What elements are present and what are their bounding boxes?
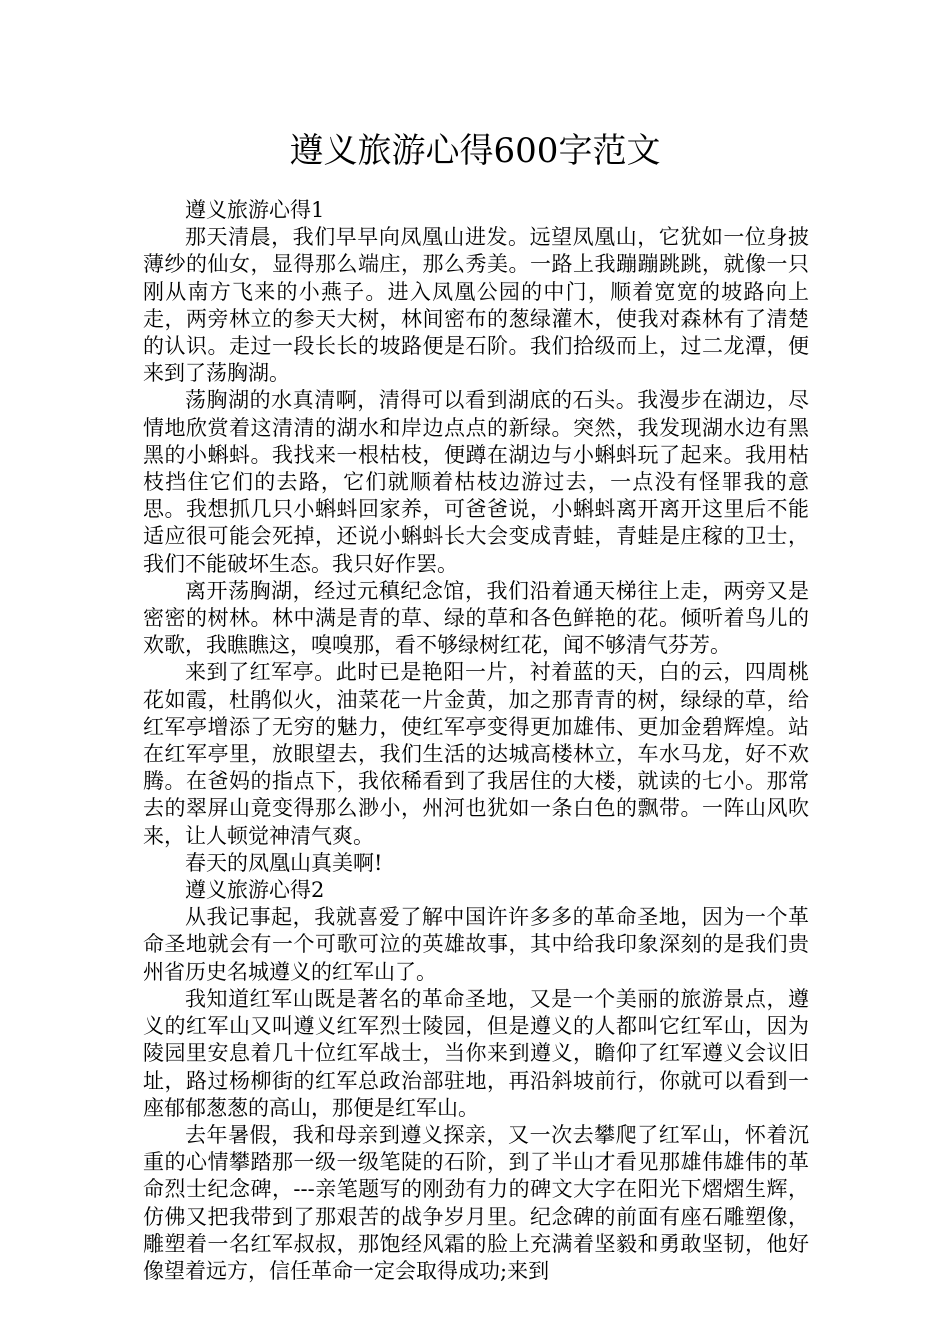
paragraph: 我知道红军山既是著名的革命圣地，又是一个美丽的旅游景点，遵义的红军山又叫遵义红军烈士陵园，但是遵义的人都叫它红军山，因为陵园里安息着几十位红军战士，当你来到遵义，瞻仰了红军遵义会议旧址，路过杨柳街的红军总政治部驻地，再沿斜坡前行，你就可以看到一座郁郁葱葱的高山，那便是红军山。 (143, 986, 809, 1120)
section-heading-2: 遵义旅游心得2 (185, 878, 325, 903)
document-body (143, 197, 809, 1285)
section-heading-1: 遵义旅游心得1 (185, 198, 325, 222)
document-title: 遵义旅游心得600字范文 (289, 131, 661, 171)
paragraph: 荡胸湖的水真清啊，清得可以看到湖底的石头。我漫步在湖边，尽情地欣赏着这清清的湖水和岸边点点的新绿。突然，我发现湖水边有黑黑的小蝌蚪。我找来一根枯枝，便蹲在湖边与小蝌蚪玩了起来。我用枯枝挡住它们的去路，它们就顺着枯枝边游过去，一点没有怪罪我的意思。我想抓几只小蝌蚪回家养，可爸爸说，小蝌蚪离开离开这里后不能适应很可能会死掉，还说小蝌蚪长大会变成青蛙，青蛙是庄稼的卫士，我们不能破坏生态。我只好作罢。 (143, 388, 809, 576)
paragraph: 春天的凤凰山真美啊! (185, 850, 383, 875)
paragraph: 那天清晨，我们早早向凤凰山进发。远望凤凰山，它犹如一位身披薄纱的仙女，显得那么端庄，那么秀美。一路上我蹦蹦跳跳，就像一只刚从南方飞来的小燕子。进入凤凰公园的中门，顺着宽宽的坡路向上走，两旁林立的参天大树，林间密布的葱绿灌木，使我对森林有了清楚的认识。走过一段长长的坡路便是石阶。我们拾级而上，过二龙潭，便来到了荡胸湖。 (143, 225, 809, 386)
paragraph: 去年暑假，我和母亲到遵义探亲，又一次去攀爬了红军山，怀着沉重的心情攀踏那一级一级笔陡的石阶，到了半山才看见那雄伟雄伟的革命烈士纪念碑，---亲笔题写的刚劲有力的碑文大字在阳光下熠熠生辉，仿佛又把我带到了那艰苦的战争岁月里。纪念碑的前面有座石雕塑像，雕塑着一名红军叔叔，那饱经风霜的脸上充满着坚毅和勇敢坚韧，他好像望着远方，信任革命一定会取得成功;来到 (143, 1122, 809, 1283)
paragraph: 离开荡胸湖，经过元稹纪念馆，我们沿着通天梯往上走，两旁又是密密的树林。林中满是青的草、绿的草和各色鲜艳的花。倾听着鸟儿的欢歌，我瞧瞧这，嗅嗅那，看不够绿树红花，闻不够清气芬芳。 (143, 578, 809, 658)
paragraph: 来到了红军亭。此时已是艳阳一片，衬着蓝的天，白的云，四周桃花如霞，杜鹃似火，油菜花一片金黄，加之那青青的树，绿绿的草，给红军亭增添了无穷的魅力，使红军亭变得更加雄伟、更加金碧辉煌。站在红军亭里，放眼望去，我们生活的达城高楼林立，车水马龙，好不欢腾。在爸妈的指点下，我依稀看到了我居住的大楼，就读的七小。那常去的翠屏山竟变得那么渺小，州河也犹如一条白色的飘带。一阵山风吹来，让人顿觉神清气爽。 (143, 660, 809, 848)
paragraph: 从我记事起，我就喜爱了解中国许许多多的革命圣地，因为一个革命圣地就会有一个可歌可泣的英雄故事，其中给我印象深刻的是我们贵州省历史名城遵义的红军山了。 (143, 905, 809, 984)
